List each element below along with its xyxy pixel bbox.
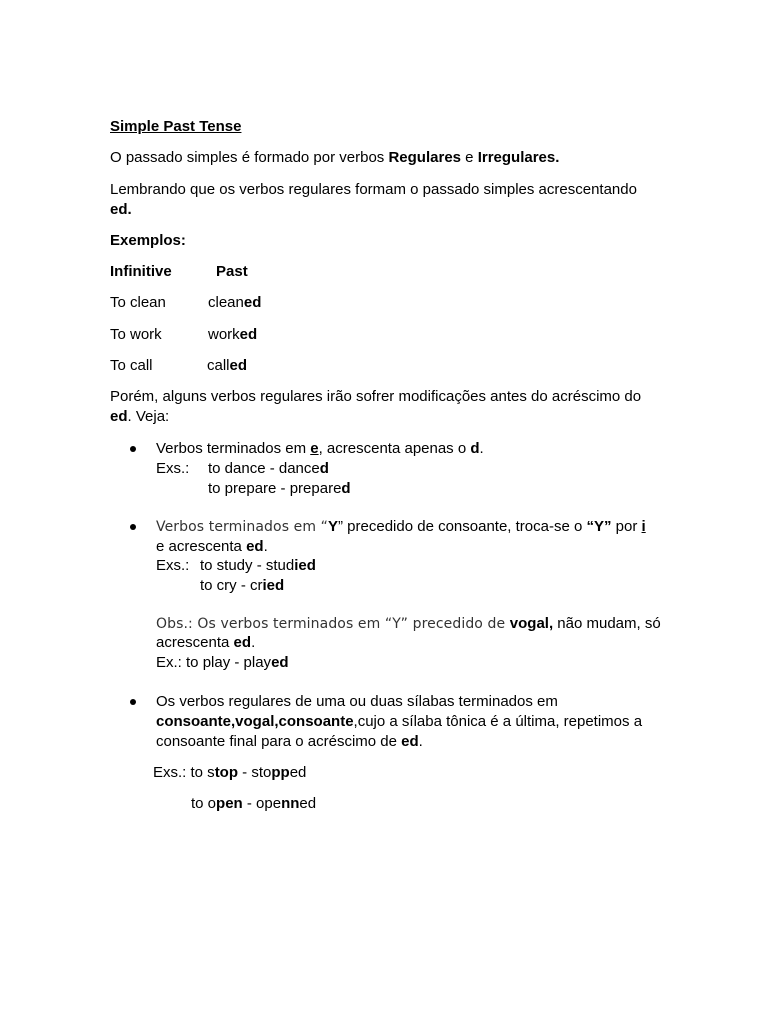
table-row-infinitive: To call <box>110 357 153 374</box>
rule1-text: Verbos terminados em e, acrescenta apenas o d. <box>156 440 484 457</box>
rule2-example-label: Exs.: <box>156 557 190 574</box>
rule2-text-line-2: e acrescenta ed. <box>156 538 268 555</box>
rule3-example-1: Exs.: to stop - stopped <box>153 764 307 781</box>
however-line-2: ed. Veja: <box>110 408 170 425</box>
document-title: Simple Past Tense <box>110 118 242 135</box>
bullet-icon <box>130 699 136 705</box>
table-row-past: called <box>207 357 248 374</box>
rule3-text-line-3: consoante final para o acréscimo de ed. <box>156 733 423 750</box>
rule3-text: Os verbos regulares de uma ou duas sílabas terminados em <box>156 693 558 710</box>
bullet-icon <box>130 524 136 530</box>
rule2-obs: Obs.: Os verbos terminados em “Y” precedido de vogal, não mudam, só <box>156 615 661 632</box>
rule3-text-line-2: consoante,vogal,consoante,cujo a sílaba tônica é a última, repetimos a <box>156 713 643 730</box>
table-header: Infinitive <box>110 263 172 280</box>
table-row-infinitive: To clean <box>110 294 166 311</box>
table-header-past: Past <box>216 263 248 280</box>
rule2-obs-example: Ex.: to play - played <box>156 654 289 671</box>
rule1-example-1: to dance - danced <box>208 460 329 477</box>
reminder-line-1: Lembrando que os verbos regulares formam o passado simples acrescentando <box>110 181 637 198</box>
rule2-obs-line-2: acrescenta ed. <box>156 634 256 651</box>
bullet-icon <box>130 446 136 452</box>
rule3-example-2: to open - openned <box>191 795 317 812</box>
rule2-example-1: to study - studied <box>200 557 316 574</box>
rule1-example-label: Exs.: <box>156 460 190 477</box>
rule2-example-2: to cry - cried <box>200 577 285 594</box>
table-row-infinitive: To work <box>110 326 162 343</box>
reminder-line-2: ed. <box>110 201 132 218</box>
intro-paragraph: O passado simples é formado por verbos Regulares e Irregulares. <box>110 149 560 166</box>
rule2-text: Verbos terminados em “Y” precedido de consoante, troca-se o “Y” por i <box>156 518 646 535</box>
rule1-example-2: to prepare - prepared <box>208 480 351 497</box>
table-row-past: worked <box>208 326 258 343</box>
however-line-1: Porém, alguns verbos regulares irão sofrer modificações antes do acréscimo do <box>110 388 642 405</box>
examples-heading: Exemplos: <box>110 232 186 249</box>
table-row-past: cleaned <box>208 294 262 311</box>
